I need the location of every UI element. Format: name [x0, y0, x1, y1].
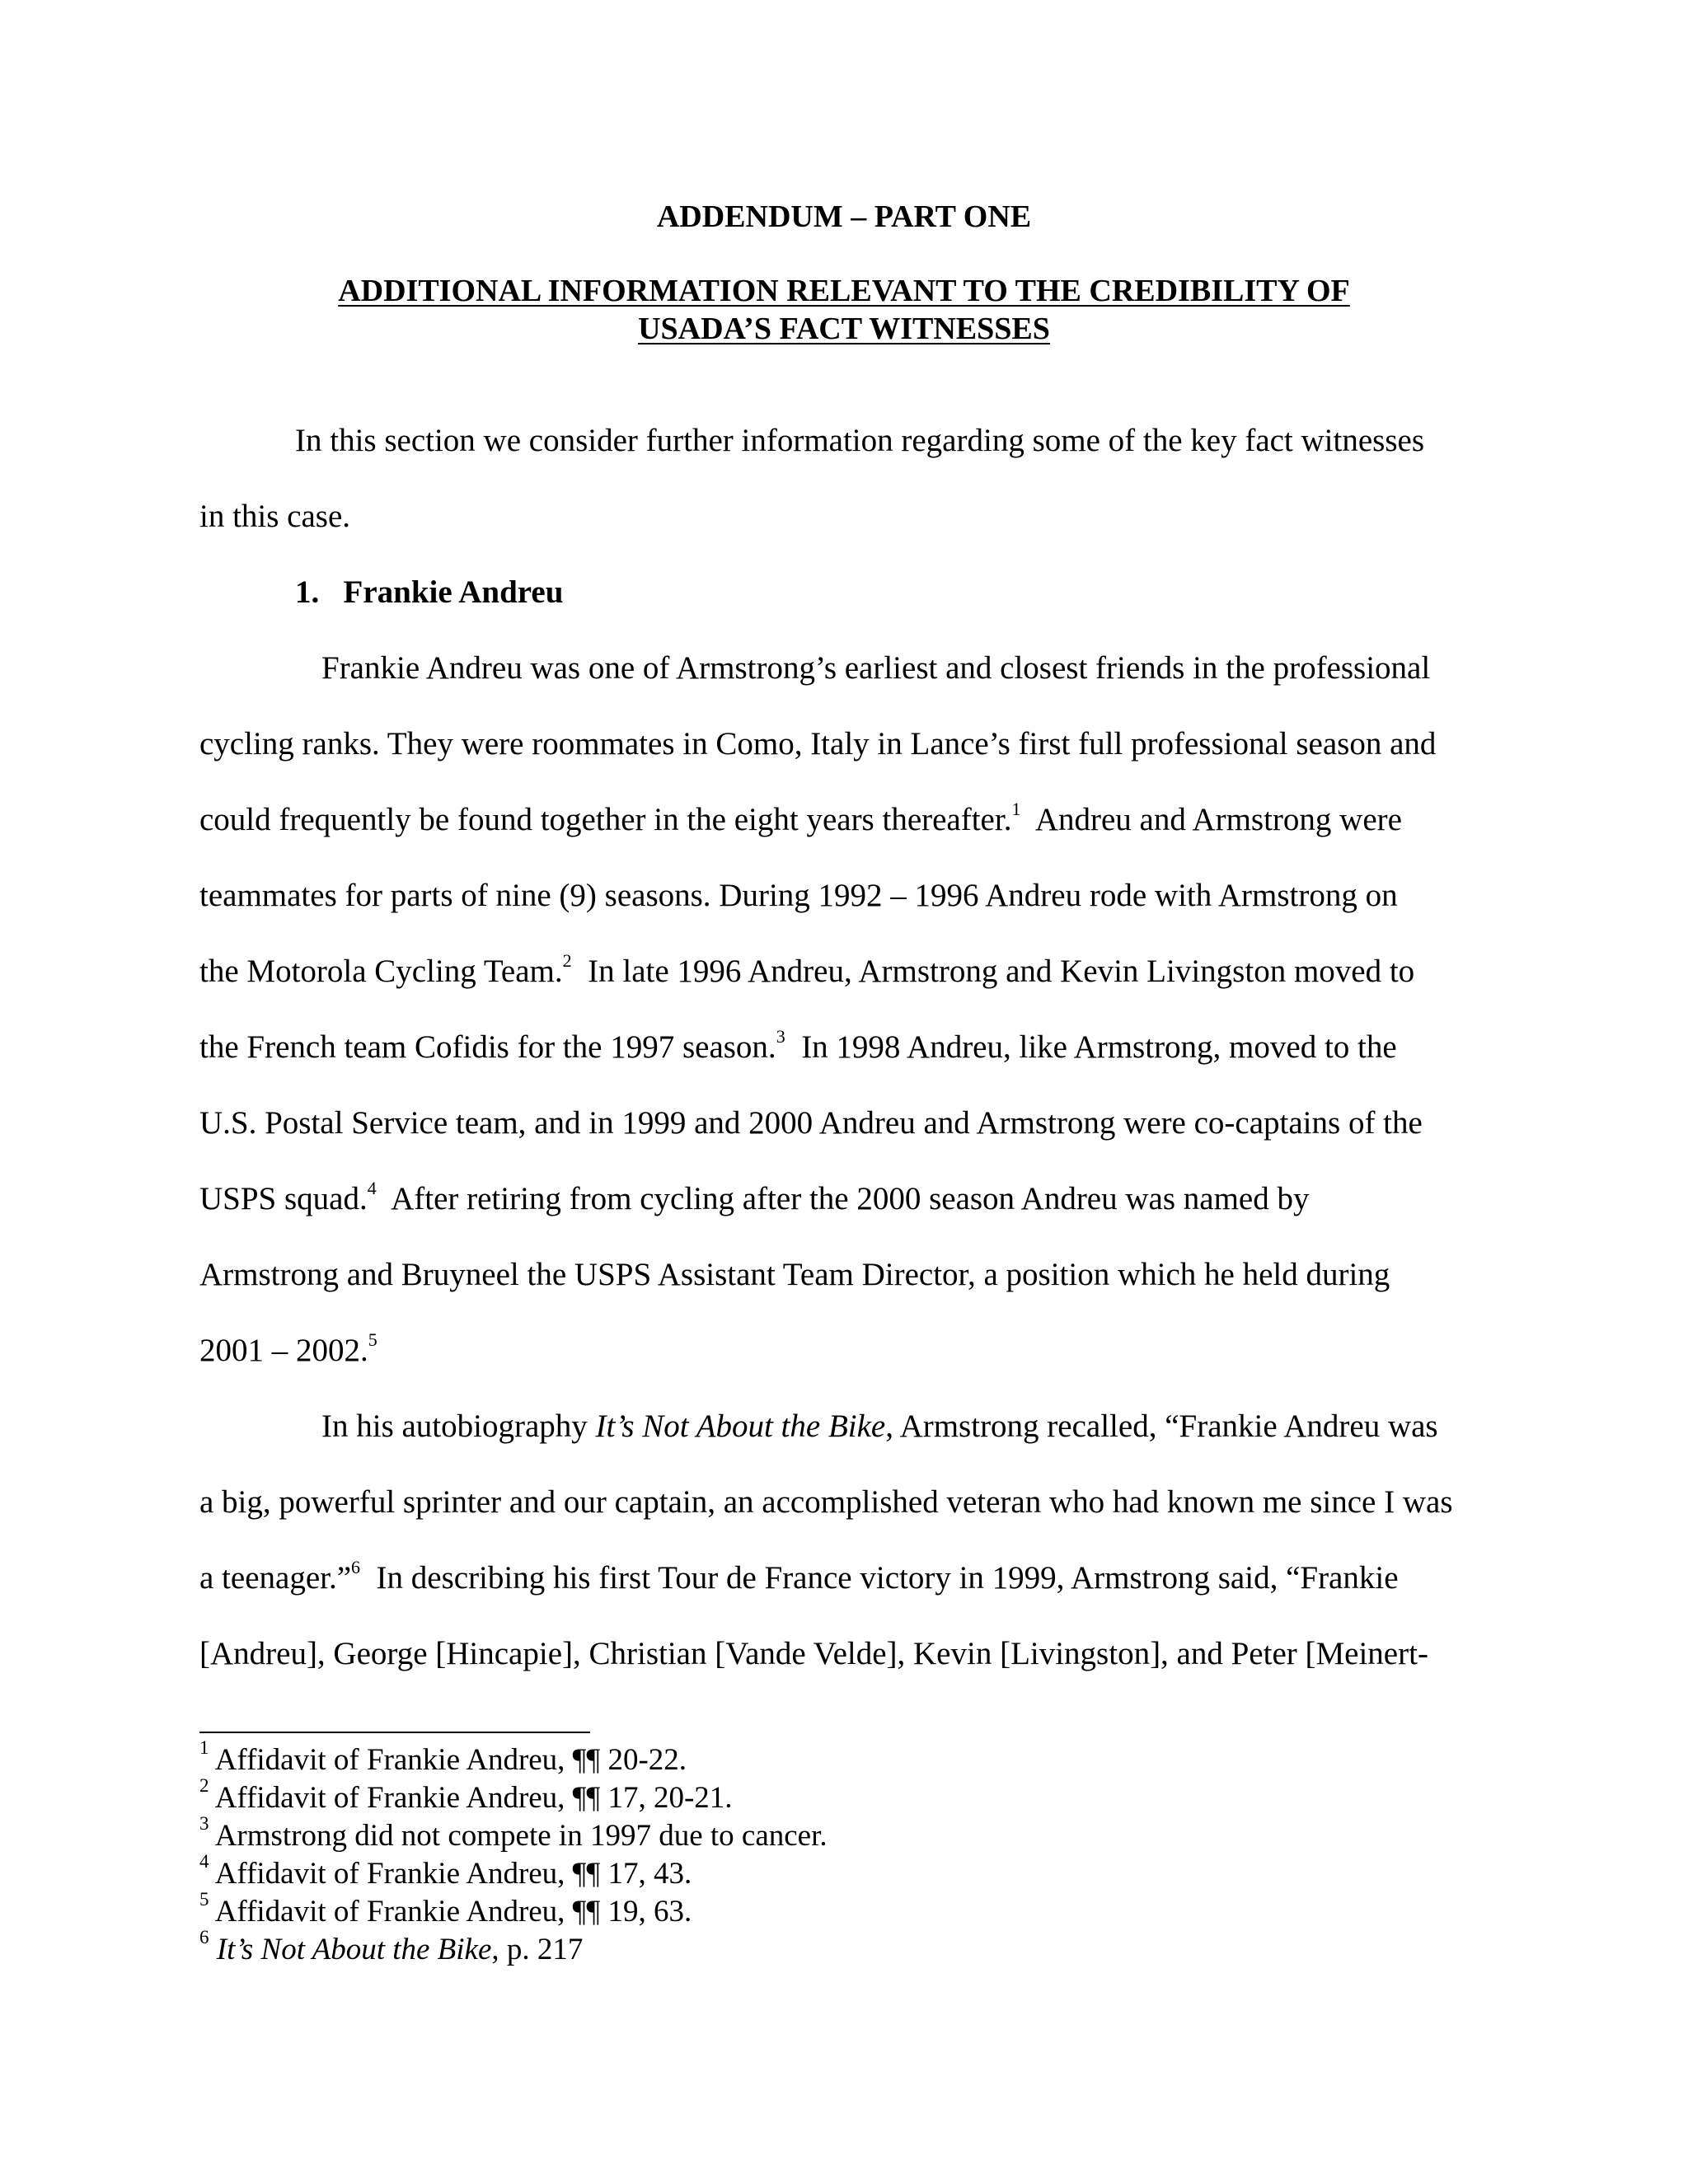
para2-line-1 [321, 1408, 1438, 1446]
para1-line-5 [199, 950, 1415, 991]
footnote-ref-4[interactable]: 4 [367, 1178, 377, 1198]
footnote-number: 6 [199, 1926, 209, 1947]
text-run: In describing his first Tour de France victory in 1999, Armstrong said, “Frankie [360, 1560, 1399, 1596]
text-run: could frequently be found together in the eight years thereafter. [199, 802, 1012, 837]
text-run: USPS squad. [199, 1181, 368, 1216]
text-run: a teenager.” [199, 1560, 352, 1596]
para1-line-1: Frankie Andreu was one of Armstrong’s earliest and closest friends in the professional [321, 650, 1431, 686]
para2-line-3 [199, 1559, 1399, 1597]
footnote-5 [199, 1888, 692, 1930]
footnote-2 [199, 1774, 733, 1816]
text-run: , Armstrong recalled, “Frankie Andreu was [885, 1408, 1438, 1444]
para2-line-2: a big, powerful sprinter and our captain, an accomplished veteran who had known me since I was [199, 1484, 1453, 1520]
footnote-3 [199, 1812, 828, 1854]
footnote-ref-3[interactable]: 3 [776, 1026, 785, 1047]
footnote-ref-5[interactable]: 5 [368, 1329, 377, 1350]
addendum-subtitle [0, 272, 1688, 348]
footnote-text: Affidavit of Frankie Andreu, ¶¶ 17, 43. [209, 1857, 692, 1891]
text-run: Andreu and Armstrong were [1020, 802, 1402, 837]
footnote-book-title: It’s Not About the Bike [216, 1933, 492, 1966]
text-run: In 1998 Andreu, like Armstrong, moved to the [785, 1029, 1397, 1065]
section-number: 1. [295, 574, 320, 610]
text-run: After retiring from cycling after the 2000 season Andreu was named by [376, 1181, 1310, 1216]
para1-line-4: teammates for parts of nine (9) seasons. During 1992 – 1996 Andreu rode with Armstrong on [199, 878, 1398, 913]
para1-line-8 [199, 1180, 1309, 1218]
footnote-1 [199, 1736, 687, 1779]
addendum-title: ADDENDUM – PART ONE [656, 199, 1032, 234]
footnote-6 [199, 1926, 584, 1968]
para1-line-7: U.S. Postal Service team, and in 1999 and 2000 Andreu and Armstrong were co-captains of the [199, 1105, 1423, 1141]
subtitle-line-2: USADA’S FACT WITNESSES [638, 312, 1050, 346]
para2-line-4: [Andreu], George [Hincapie], Christian [Vande Velde], Kevin [Livingston], and Peter [Meinert- [199, 1636, 1428, 1671]
footnote-number: 4 [199, 1850, 209, 1872]
text-run: In his autobiography [321, 1408, 596, 1444]
footnote-text: Armstrong did not compete in 1997 due to cancer. [209, 1819, 828, 1853]
book-title: It’s Not About the Bike [595, 1408, 886, 1444]
subtitle-line-1: ADDITIONAL INFORMATION RELEVANT TO THE CREDIBILITY OF [338, 274, 1350, 308]
footnote-ref-6[interactable]: 6 [351, 1557, 361, 1577]
footnote-text: Affidavit of Frankie Andreu, ¶¶ 20-22. [209, 1743, 687, 1777]
text-run: the French team Cofidis for the 1997 season. [199, 1029, 776, 1065]
footnote-number: 3 [199, 1812, 209, 1834]
intro-line-2: in this case. [199, 499, 351, 534]
para1-line-2: cycling ranks. They were roommates in Como, Italy in Lance’s first full professional season and [199, 726, 1437, 762]
para1-line-9: Armstrong and Bruyneel the USPS Assistant Team Director, a position which he held during [199, 1257, 1390, 1292]
footnote-number: 2 [199, 1774, 209, 1796]
section-heading [295, 574, 563, 612]
footnote-ref-1[interactable]: 1 [1011, 799, 1021, 819]
footnote-ref-2[interactable]: 2 [562, 950, 572, 971]
text-run: the Motorola Cycling Team. [199, 954, 563, 989]
footnote-number: 5 [199, 1888, 209, 1910]
text-run: In late 1996 Andreu, Armstrong and Kevin Livingston moved to [571, 954, 1415, 989]
footnote-number: 1 [199, 1736, 209, 1758]
intro-line-1: In this section we consider further information regarding some of the key fact witnesses [295, 423, 1425, 458]
para1-line-3 [199, 801, 1402, 839]
section-title: Frankie Andreu [343, 574, 564, 610]
para1-line-6 [199, 1026, 1397, 1066]
footnote-text: , p. 217 [491, 1933, 584, 1966]
footnote-separator [199, 1732, 590, 1733]
footnote-text: Affidavit of Frankie Andreu, ¶¶ 17, 20-21. [209, 1781, 733, 1815]
para1-line-10 [199, 1329, 377, 1370]
footnote-4 [199, 1850, 692, 1892]
footnote-text: Affidavit of Frankie Andreu, ¶¶ 19, 63. [209, 1895, 692, 1929]
text-run: 2001 – 2002. [199, 1333, 368, 1368]
